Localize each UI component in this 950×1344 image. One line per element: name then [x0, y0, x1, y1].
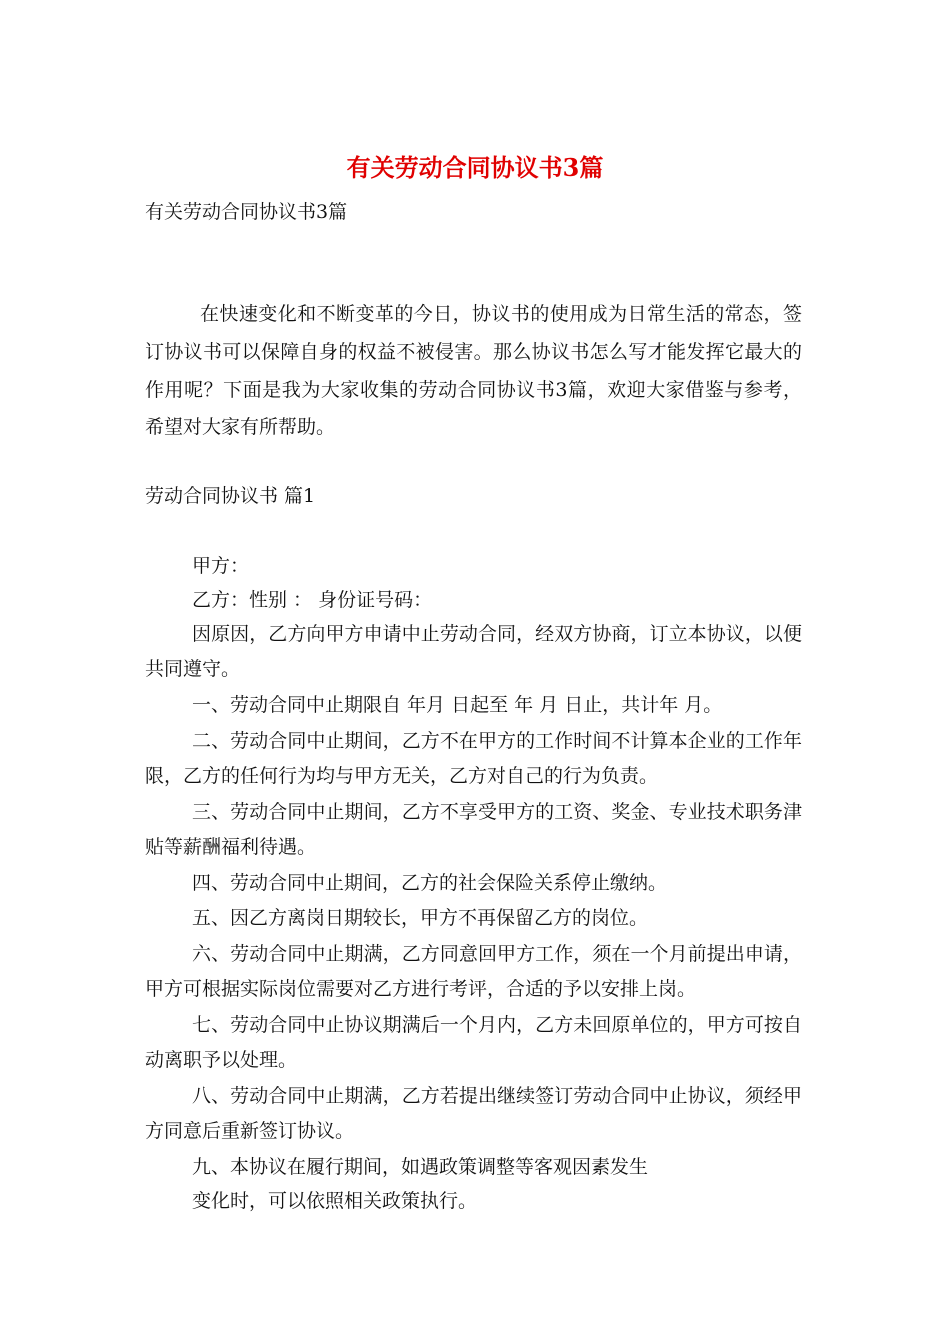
body-line-1: 因原因，乙方向甲方申请中止劳动合同，经双方协商，订立本协议，以便 — [192, 623, 802, 645]
body-line-17: 变化时，可以依照相关政策执行。 — [192, 1190, 478, 1212]
body-line-5: 限，乙方的任何行为均与甲方无关，乙方对自己的行为负责。 — [145, 765, 659, 787]
body-line-11: 甲方可根据实际岗位需要对乙方进行考评，合适的予以安排上岗。 — [145, 978, 697, 1000]
body-line-10: 六、劳动合同中止期满，乙方同意回甲方工作，须在一个月前提出申请， — [192, 943, 802, 965]
body-line-9: 五、因乙方离岗日期较长，甲方不再保留乙方的岗位。 — [192, 907, 649, 929]
body-line-14: 八、劳动合同中止期满，乙方若提出继续签订劳动合同中止协议，须经甲 — [192, 1085, 802, 1107]
intro-line-2: 订协议书可以保障自身的权益不被侵害。那么协议书怎么写才能发挥它最大的 — [145, 341, 802, 363]
body-line-12: 七、劳动合同中止协议期满后一个月内，乙方未回原单位的，甲方可按自 — [192, 1014, 802, 1036]
body-line-8: 四、劳动合同中止期间，乙方的社会保险关系停止缴纳。 — [192, 872, 668, 894]
body-line-3: 一、劳动合同中止期限自 年月 日起至 年 月 日止，共计年 月。 — [192, 694, 723, 716]
body-line-15: 方同意后重新签订协议。 — [145, 1120, 355, 1142]
section-heading: 劳动合同协议书 篇1 — [145, 485, 316, 507]
body-line-2: 共同遵守。 — [145, 658, 241, 680]
body-line-13: 动离职予以处理。 — [145, 1049, 298, 1071]
document-subtitle: 有关劳动合同协议书3篇 — [145, 201, 348, 223]
body-line-16: 九、本协议在履行期间，如遇政策调整等客观因素发生 — [192, 1156, 649, 1178]
body-line-6: 三、劳动合同中止期间，乙方不享受甲方的工资、奖金、专业技术职务津 — [192, 801, 802, 823]
party-a-line: 甲方： — [192, 555, 250, 577]
body-line-4: 二、劳动合同中止期间，乙方不在甲方的工作时间不计算本企业的工作年 — [192, 730, 802, 752]
intro-line-1: 在快速变化和不断变革的今日，协议书的使用成为日常生活的常态，签 — [200, 303, 802, 325]
document-title: 有关劳动合同协议书3篇 — [346, 153, 604, 182]
party-b-line: 乙方：性别 ： 身份证号码： — [192, 589, 433, 611]
intro-line-3: 作用呢？下面是我为大家收集的劳动合同协议书3篇，欢迎大家借鉴与参考， — [145, 379, 802, 401]
body-line-7: 贴等薪酬福利待遇。 — [145, 836, 317, 858]
intro-line-4: 希望对大家有所帮助。 — [145, 416, 336, 438]
